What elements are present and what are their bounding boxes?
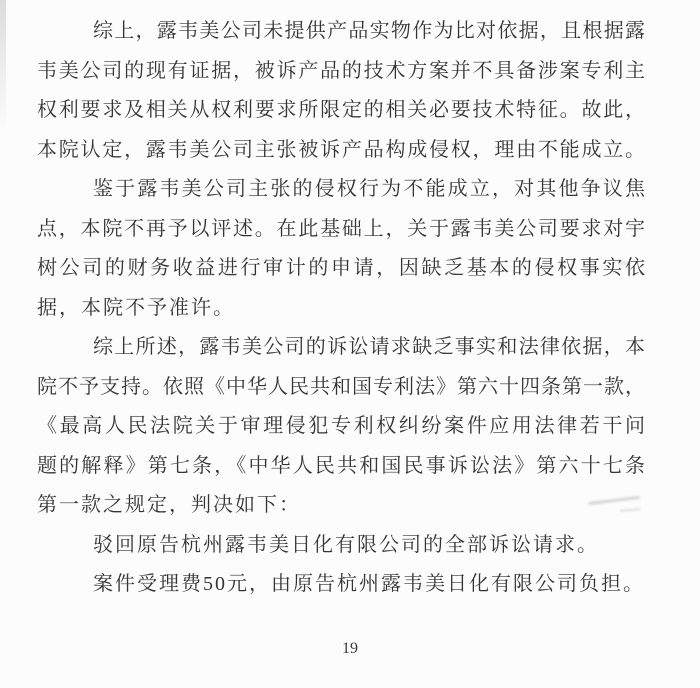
scan-smudge bbox=[618, 262, 628, 264]
judgment-body bbox=[37, 12, 645, 605]
text-line: 《最高人民法院关于审理侵犯专利权纠纷案件应用法律若干问 bbox=[37, 415, 645, 437]
text-line: 本院认定，露韦美公司主张被诉产品构成侵权，理由不能成立。 bbox=[37, 138, 645, 161]
text-line: 点，本院不再予以评述。在此基础上，关于露韦美公司要求对宇 bbox=[37, 217, 645, 240]
text-line: 鉴于露韦美公司主张的侵权行为不能成立，对其他争议焦 bbox=[93, 178, 645, 200]
text-line: 综上所述，露韦美公司的诉讼请求缺乏事实和法律依据，本 bbox=[93, 336, 645, 358]
text-line: 综上，露韦美公司未提供产品实物作为比对依据，且根据露 bbox=[93, 20, 645, 42]
text-line: 韦美公司的现有证据，被诉产品的技术方案并不具备涉案专利主 bbox=[37, 59, 645, 82]
court-fee-line: 案件受理费50元，由原告杭州露韦美日化有限公司负担。 bbox=[93, 573, 645, 595]
scan-edge-artifact bbox=[0, 0, 6, 130]
text-line: 据，本院不予准许。 bbox=[37, 296, 235, 319]
text-line: 第一款之规定，判决如下： bbox=[37, 494, 301, 516]
page-number: 19 bbox=[342, 640, 358, 657]
text-line: 题的解释》第七条，《中华人民共和国民事诉讼法》第六十七条 bbox=[37, 454, 645, 477]
text-line: 树公司的财务收益进行审计的申请，因缺乏基本的侵权事实依 bbox=[37, 257, 645, 279]
text-line: 权利要求及相关从权利要求所限定的相关必要技术特征。故此， bbox=[37, 99, 645, 121]
judgment-item-line: 驳回原告杭州露韦美日化有限公司的全部诉讼请求。 bbox=[93, 533, 599, 556]
text-line: 院不予支持。依照《中华人民共和国专利法》第六十四条第一款， bbox=[37, 375, 645, 398]
